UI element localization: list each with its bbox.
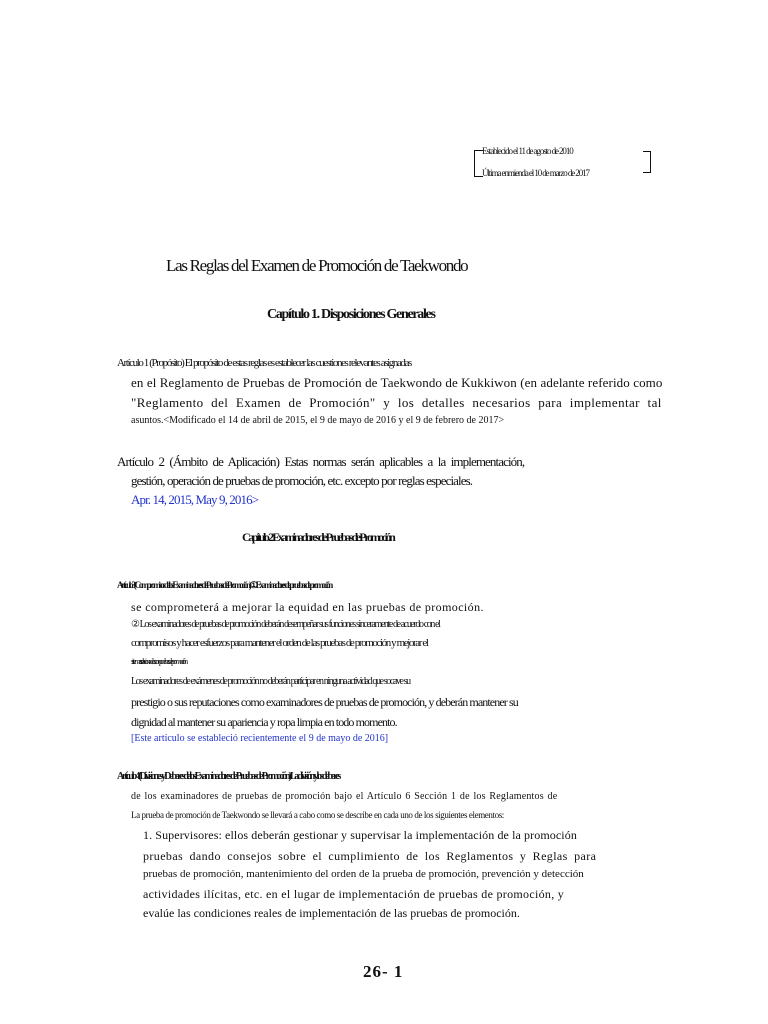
article-1-line-2: en el Reglamento de Pruebas de Promoción de Taekwondo de Kukkiwon (en adelante referido como — [131, 375, 663, 390]
article-3-established-note: [Este artículo se estableció recientemente el 9 de mayo de 2016] — [131, 733, 389, 744]
article-2-amendment-note: Apr. 14, 2015, May 9, 2016> — [131, 492, 259, 507]
article-4-item-1-line-4: actividades ilícitas, etc. en el lugar de implementación de pruebas de promoción, y — [143, 887, 565, 901]
article-2-line-1: Artículo 2 (Ámbito de Aplicación) Estas normas serán aplicables a la implementación, — [117, 454, 525, 469]
article-3-line-6: Los examinadores de exámenes de promoción no deberán participar en ninguna actividad que socave su — [131, 676, 410, 687]
article-3-line-7: prestigio o sus reputaciones como examinadores de pruebas de promoción, y deberán mantener su — [131, 695, 518, 709]
article-4-item-1-line-1: 1. Supervisores: ellos deberán gestionar y supervisar la implementación de la promoción — [143, 828, 577, 842]
article-3-line-2: se comprometerá a mejorar la equidad en las pruebas de promoción. — [131, 600, 484, 614]
document-title: Las Reglas del Examen de Promoción de Taekwondo — [166, 256, 468, 275]
article-4-line-1: Artículo 4 (Divisiones y Deberes de los Examinadores de Pruebas de Promoción) La división y los deberes — [117, 771, 340, 782]
article-3-line-5: sistemas relacionados con pruebas de promoción — [131, 657, 186, 666]
article-4-item-1-line-2: pruebas dando consejos sobre el cumplimiento de los Reglamentos y Reglas para — [143, 849, 597, 863]
last-amended-date: Última enmienda el 10 de marzo de 2017 — [482, 168, 589, 178]
article-4-line-3: La prueba de promoción de Taekwondo se llevará a cabo como se describe en cada uno de los siguientes elementos: — [131, 810, 504, 820]
chapter-2-heading: Capítulo 2 Examinadores de Pruebas de Promoción — [242, 530, 394, 544]
article-4-item-1-line-3: pruebas de promoción, mantenimiento del orden de la prueba de promoción, prevención y detección — [143, 868, 584, 880]
article-4-line-2: de los examinadores de pruebas de promoción bajo el Artículo 6 Sección 1 de los Reglamentos de — [131, 791, 558, 802]
article-1-line-1: Artículo 1 (Propósito) El propósito de estas reglas es establecer las cuestiones relevantes asignadas — [117, 357, 411, 369]
chapter-1-heading: Capítulo 1. Disposiciones Generales — [267, 307, 435, 322]
article-4-item-1-line-5: evalúe las condiciones reales de implementación de las pruebas de promoción. — [143, 906, 520, 920]
article-3-line-8: dignidad al mantener su apariencia y ropa limpia en todo momento. — [131, 715, 397, 729]
article-3-line-4: compromisos y hacer esfuerzos para mantener el orden de las pruebas de promoción y mejorar el — [131, 637, 428, 649]
article-2-line-2: gestión, operación de pruebas de promoción, etc. excepto por reglas especiales. — [131, 473, 473, 488]
header-bracket-right — [643, 151, 651, 173]
article-1-line-3: "Reglamento del Examen de Promoción" y los detalles necesarios para implementar tal — [131, 395, 662, 410]
article-3-line-1: Artículo 3 (Compromisos de los Examinadores de Pruebas de Promoción) ① Examinadores de pruebas de promoción — [117, 580, 332, 590]
article-1-line-4: asuntos.<Modificado el 14 de abril de 2015, el 9 de mayo de 2016 y el 9 de febrero de 2017> — [131, 415, 505, 426]
established-date: Establecido el 11 de agosto de 2010 — [482, 146, 573, 156]
article-3-line-3: ② Los examinadores de pruebas de promoción deberán desempeñar sus funciones sinceramente de acuerdo con el — [131, 619, 440, 630]
page-number: 26- 1 — [363, 962, 404, 981]
